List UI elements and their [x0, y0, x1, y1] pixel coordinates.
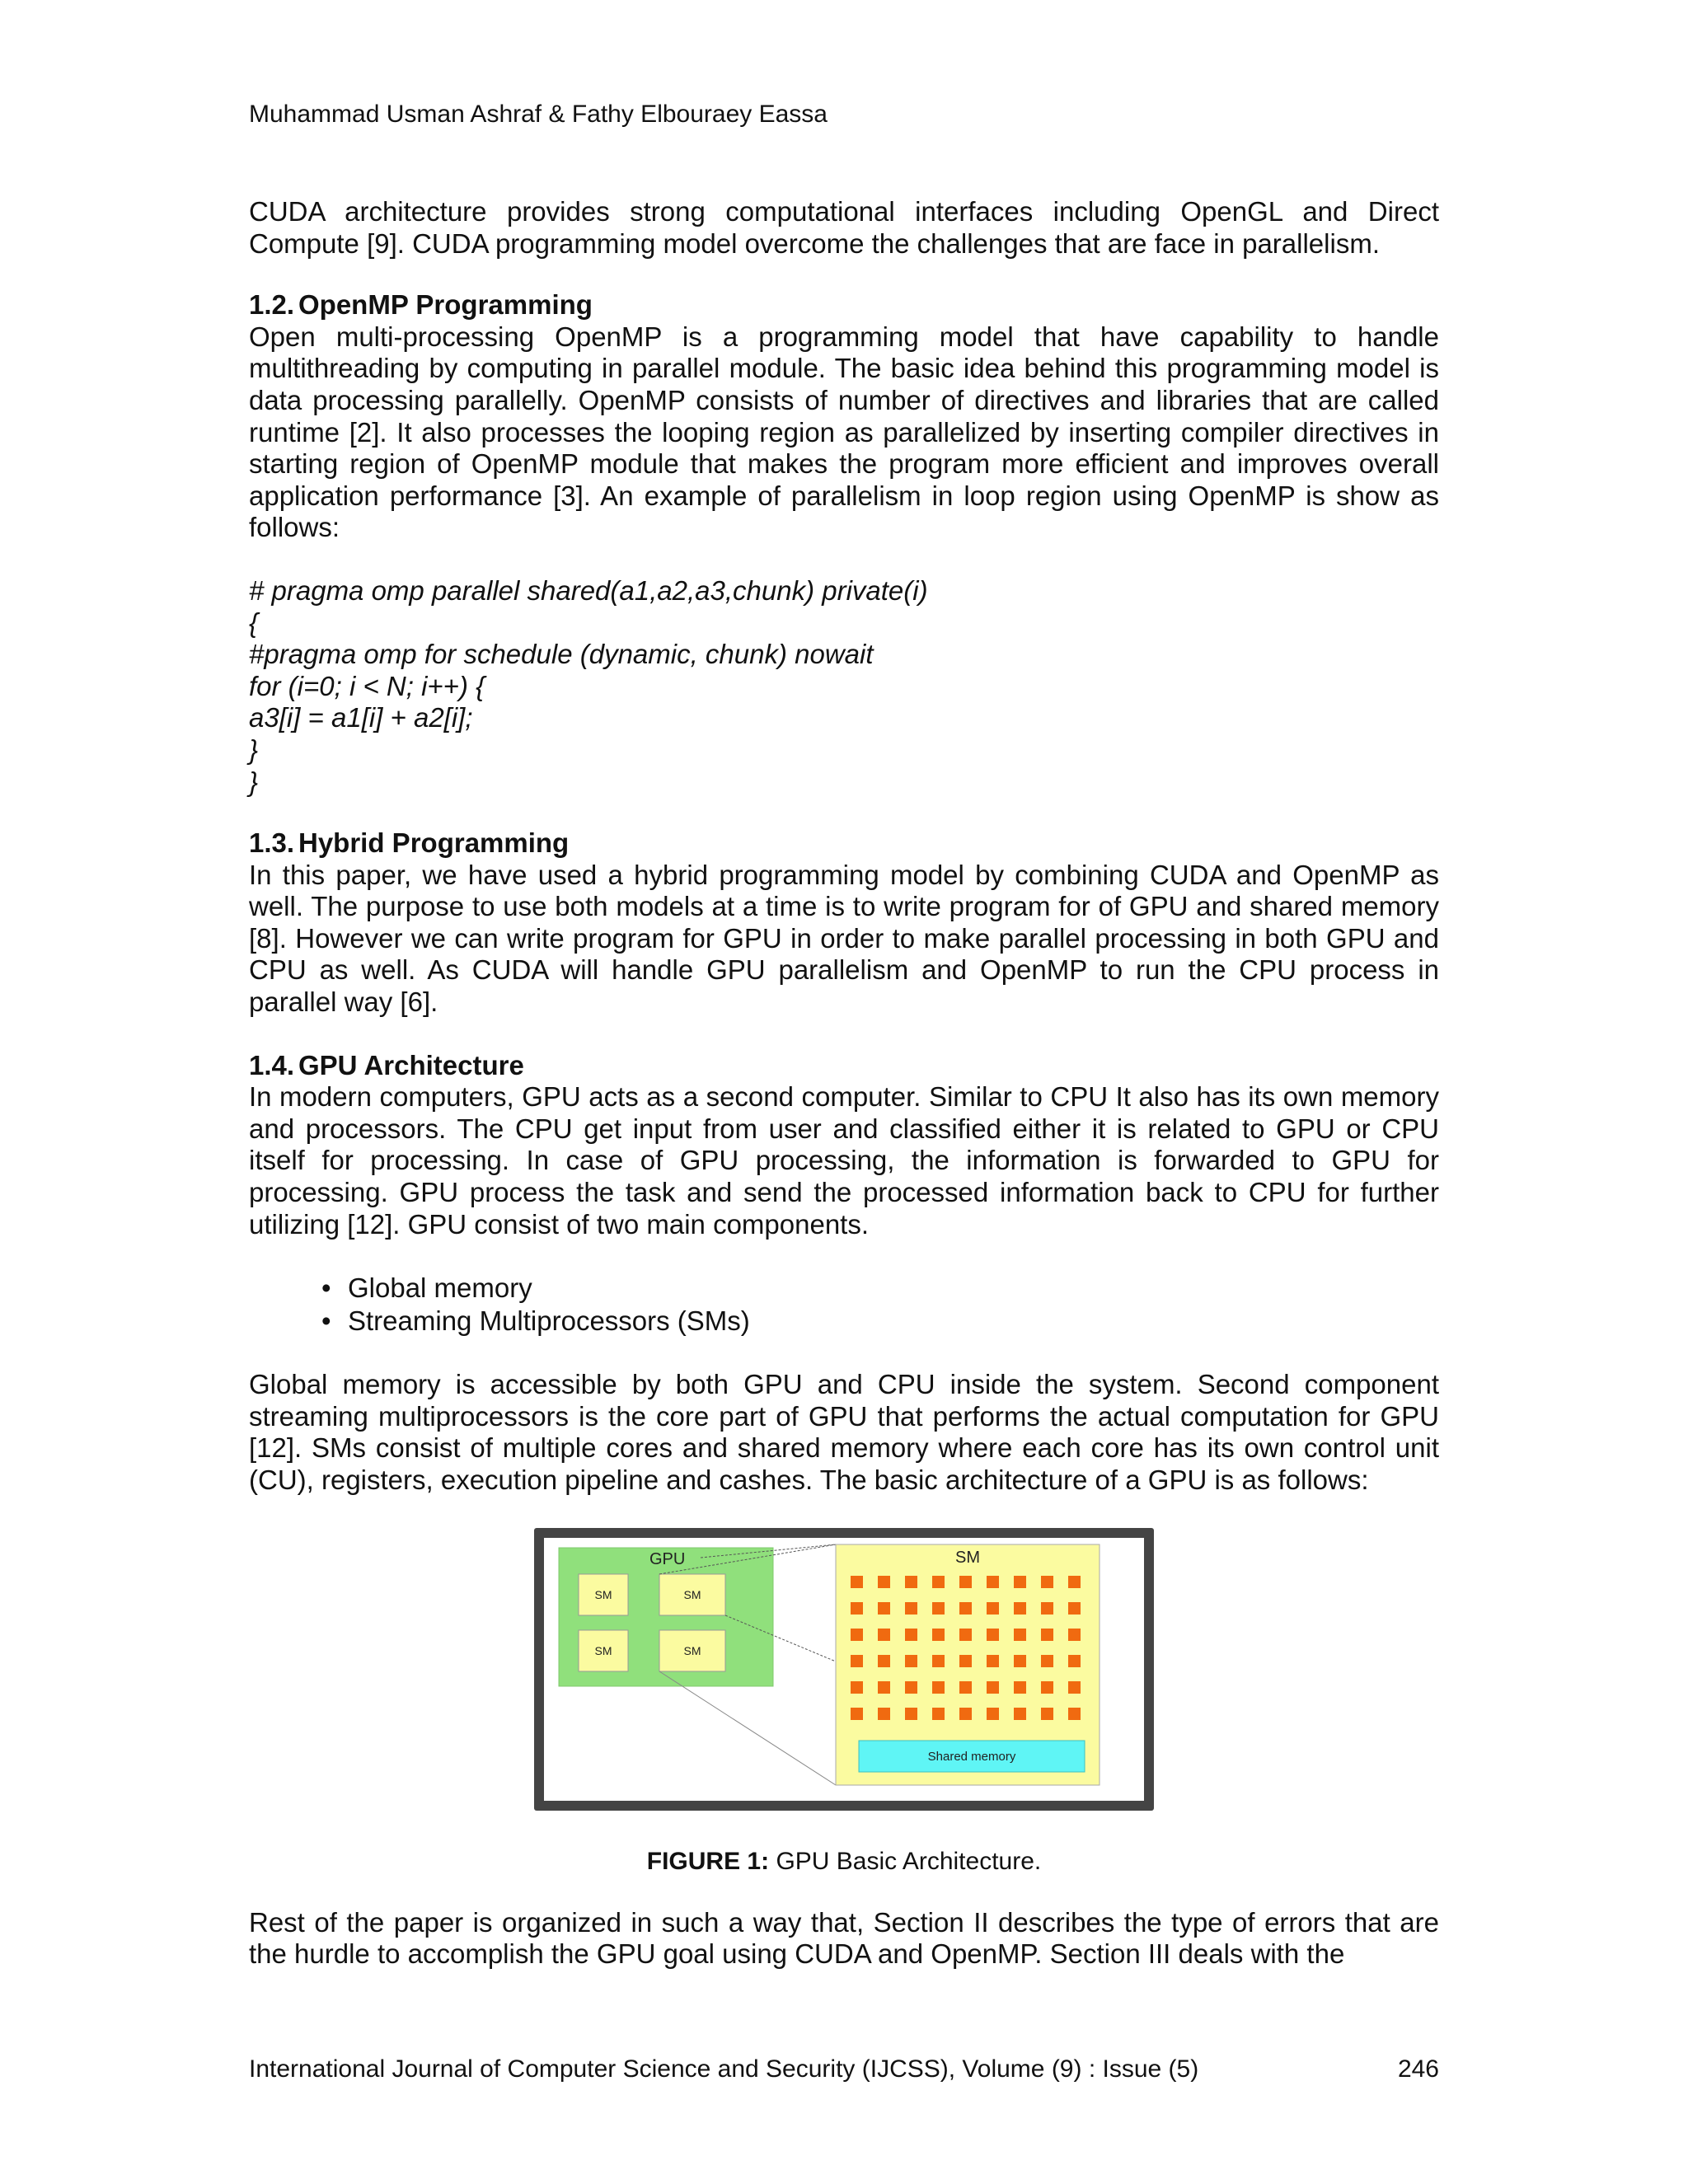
- list-item-text: Streaming Multiprocessors (SMs): [348, 1305, 750, 1337]
- core-square: [878, 1576, 890, 1588]
- core-square: [987, 1576, 999, 1588]
- core-square: [959, 1629, 972, 1641]
- intro-paragraph: CUDA architecture provides strong computational interfaces including OpenGL and Direct Compute [9]. CUDA programming model overcome the challenges that are face in parallelism.: [249, 196, 1439, 259]
- code-line: }: [249, 766, 259, 797]
- closing-paragraph: Rest of the paper is organized in such a way that, Section II describes the type of errors that are the hurdle to accomplish the GPU goal using CUDA and OpenMP. Section III deals with the: [249, 1906, 1439, 1970]
- list-item-text: Global memory: [348, 1272, 532, 1304]
- core-square: [1041, 1708, 1053, 1720]
- caption-label: FIGURE 1:: [646, 1847, 770, 1875]
- caption-text: GPU Basic Architecture.: [776, 1847, 1042, 1875]
- bullet-icon: •: [321, 1305, 331, 1337]
- figure-canvas: [544, 1538, 1144, 1801]
- core-square: [1014, 1708, 1026, 1720]
- code-line: {: [249, 607, 259, 638]
- core-square: [1014, 1655, 1026, 1667]
- core-square: [959, 1576, 972, 1588]
- core-square: [987, 1681, 999, 1694]
- core-square: [987, 1655, 999, 1667]
- core-square: [1014, 1576, 1026, 1588]
- core-square: [987, 1708, 999, 1720]
- core-square: [959, 1655, 972, 1667]
- core-square: [987, 1602, 999, 1615]
- code-line: #pragma omp for schedule (dynamic, chunk) nowait: [249, 639, 874, 670]
- core-square: [905, 1602, 917, 1615]
- section-title: OpenMP Programming: [298, 289, 593, 321]
- page-footer: [249, 2055, 1439, 2083]
- section-title: Hybrid Programming: [298, 827, 570, 859]
- running-header: Muhammad Usman Ashraf & Fathy Elbouraey Eassa: [249, 101, 828, 128]
- core-square: [851, 1681, 863, 1694]
- section-number: 1.4.: [249, 1049, 295, 1080]
- core-square: [932, 1708, 945, 1720]
- core-square: [1014, 1602, 1026, 1615]
- core-square: [851, 1655, 863, 1667]
- core-square: [959, 1681, 972, 1694]
- core-square: [905, 1681, 917, 1694]
- gpu-architecture-diagram: [544, 1538, 1144, 1801]
- core-square: [1014, 1629, 1026, 1641]
- figure-frame: [534, 1528, 1154, 1811]
- core-square: [932, 1681, 945, 1694]
- openmp-paragraph: Open multi-processing OpenMP is a programming model that have capability to handle multithreading by computing in parallel module. The basic idea behind this programming model is data processing parallelly. OpenMP consists of number of directives and libraries that are called runtime [2]. It also processes the looping region as parallelized by inserting compiler directives in starting region of OpenMP module that makes the program more efficient and improves overall application performance [3]. An example of parallelism in loop region using OpenMP is show as follows:: [249, 321, 1439, 543]
- core-square: [1041, 1576, 1053, 1588]
- code-line: a3[i] = a1[i] + a2[i];: [249, 702, 473, 733]
- section-heading-1-4: [249, 1050, 1439, 1082]
- sm-box-label: SM: [594, 1643, 612, 1657]
- core-square: [905, 1576, 917, 1588]
- sm-box-label: SM: [683, 1587, 701, 1601]
- list-item: [249, 1305, 1439, 1338]
- core-square: [878, 1629, 890, 1641]
- core-square: [851, 1576, 863, 1588]
- sm-detail-label: SM: [955, 1548, 980, 1567]
- page-content: [249, 196, 1439, 1971]
- core-square: [1068, 1681, 1081, 1694]
- figure-1: [249, 1528, 1439, 1825]
- core-square: [1041, 1655, 1053, 1667]
- section-title: GPU Architecture: [298, 1049, 524, 1080]
- core-square: [851, 1602, 863, 1615]
- core-square: [1068, 1576, 1081, 1588]
- core-square: [851, 1708, 863, 1720]
- core-square: [905, 1629, 917, 1641]
- component-list: [249, 1272, 1439, 1338]
- core-square: [1041, 1602, 1053, 1615]
- gpu-label: GPU: [649, 1549, 686, 1568]
- core-square: [878, 1681, 890, 1694]
- core-square: [932, 1655, 945, 1667]
- code-listing: [249, 575, 1439, 798]
- connector-line: [659, 1671, 836, 1785]
- code-line: for (i=0; i < N; i++) {: [249, 670, 485, 701]
- section-heading-1-2: [249, 289, 1439, 321]
- core-square: [878, 1655, 890, 1667]
- sm-box-label: SM: [594, 1587, 612, 1601]
- shared-memory-label: Shared memory: [927, 1749, 1016, 1764]
- core-square: [905, 1708, 917, 1720]
- core-square: [878, 1708, 890, 1720]
- journal-citation: International Journal of Computer Science and Security (IJCSS), Volume (9) : Issue (5): [249, 2055, 1199, 2083]
- core-square: [1041, 1681, 1053, 1694]
- core-square: [851, 1629, 863, 1641]
- core-square: [959, 1708, 972, 1720]
- section-heading-1-3: [249, 827, 1439, 860]
- sm-box-label: SM: [683, 1643, 701, 1657]
- code-line: # pragma omp parallel shared(a1,a2,a3,chunk) private(i): [249, 574, 928, 606]
- section-number: 1.2.: [249, 289, 295, 321]
- core-square: [959, 1602, 972, 1615]
- page-number: 246: [1397, 2055, 1439, 2083]
- core-square: [905, 1655, 917, 1667]
- core-square: [1041, 1629, 1053, 1641]
- global-memory-paragraph: Global memory is accessible by both GPU and CPU inside the system. Second component streaming multiprocessors is the core part of GPU that performs the actual computation for GPU [12]. SMs consist of multiple cores and shared memory where each core has its own control unit (CU), registers, execution pipeline and cashes. The basic architecture of a GPU is as follows:: [249, 1369, 1439, 1495]
- core-square: [1068, 1602, 1081, 1615]
- core-square: [932, 1576, 945, 1588]
- bullet-icon: •: [321, 1272, 331, 1304]
- core-square: [1068, 1708, 1081, 1720]
- core-square: [987, 1629, 999, 1641]
- core-square: [932, 1602, 945, 1615]
- figure-caption: [249, 1848, 1439, 1876]
- core-square: [932, 1629, 945, 1641]
- section-number: 1.3.: [249, 827, 295, 859]
- gpu-arch-paragraph: In modern computers, GPU acts as a second computer. Similar to CPU It also has its own memory and processors. The CPU get input from user and classified either it is related to GPU or CPU itself for processing. In case of GPU processing, the information is forwarded to GPU for processing. GPU process the task and send the processed information back to CPU for further utilizing [12]. GPU consist of two main components.: [249, 1081, 1439, 1240]
- core-square: [878, 1602, 890, 1615]
- core-square: [1068, 1655, 1081, 1667]
- core-square: [1014, 1681, 1026, 1694]
- hybrid-paragraph: In this paper, we have used a hybrid programming model by combining CUDA and OpenMP as well. The purpose to use both models at a time is to write program for of GPU and shared memory [8]. However we can write program for GPU in order to make parallel processing in both GPU and CPU as well. As CUDA will handle GPU parallelism and OpenMP to run the CPU process in parallel way [6].: [249, 859, 1439, 1018]
- list-item: [249, 1272, 1439, 1305]
- code-line: }: [249, 733, 259, 765]
- core-square: [1068, 1629, 1081, 1641]
